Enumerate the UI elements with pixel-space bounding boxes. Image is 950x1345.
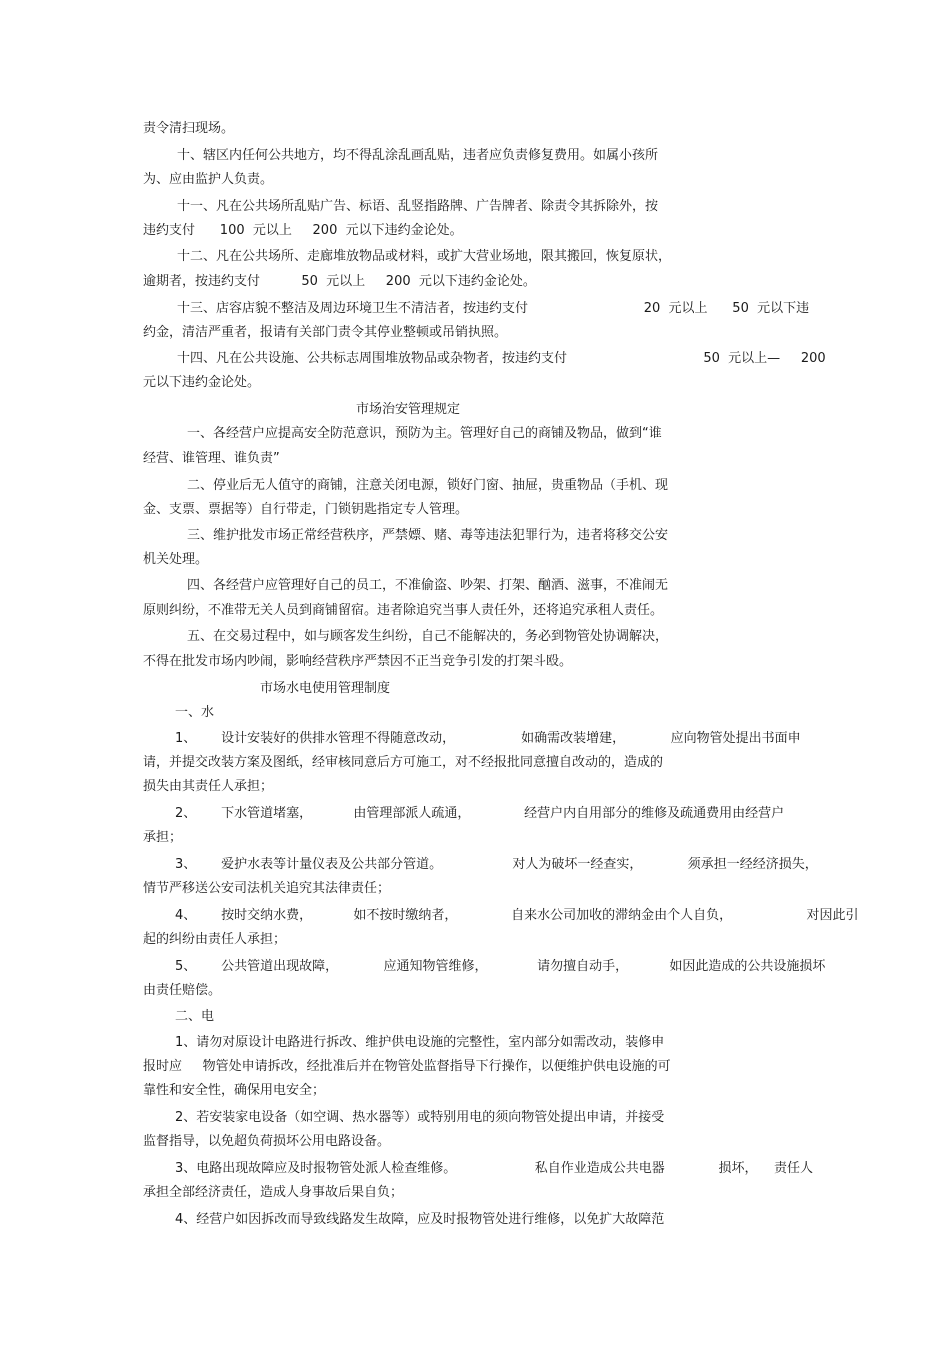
text-line: 不得在批发市场内吵闹，影响经营秩序严禁因不正当竞争引发的打架斗殴。 [143,654,573,669]
text-line: 报时应 物管处申请拆改，经批准后并在物管处监督指导下行操作，以便维护供电设施的可 [143,1059,671,1074]
text-line: 2、若安装家电设备（如空调、热水器等）或特别用电的须向物管处提出申请，并接受 [175,1110,665,1125]
text-line: 十、辖区内任何公共地方，均不得乱涂乱画乱贴，违者应负责修复费用。如属小孩所 [177,148,659,163]
text-line: 5、 公共管道出现故障， 应通知物管维修， 请勿擅自动手， 如因此造成的公共设施损坏 [175,959,826,974]
text-line: 机关处理。 [143,552,209,567]
text-line: 4、 按时交纳水费， 如不按时缴纳者， 自来水公司加收的滞纳金由个人自负， 对因此引 [175,908,859,923]
text-line: 逾期者，按违约支付 50 元以上 200 元以下违约金论处。 [143,274,536,289]
text-line: 十四、凡在公共设施、公共标志周围堆放物品或杂物者，按违约支付 50 元以上— 200 [177,351,826,366]
text-line: 1、请勿对原设计电路进行拆改、维护供电设施的完整性，室内部分如需改动，装修申 [175,1035,665,1050]
text-line: 原则纠纷，不准带无关人员到商铺留宿。违者除追究当事人责任外，还将追究承租人责任。 [143,603,664,618]
text-line: 违约支付 100 元以上 200 元以下违约金论处。 [143,223,463,238]
text-line: 损失由其责任人承担； [143,779,274,794]
text-line: 2、 下水管道堵塞， 由管理部派人疏通， 经营户内自用部分的维修及疏通费用由经营户 [175,806,785,821]
text-line: 金、支票、票据等）自行带走，门锁钥匙指定专人管理。 [143,502,469,517]
text-line: 十三、店容店貌不整洁及周边环境卫生不清洁者，按违约支付 20 元以上 50 元以下违 [177,301,810,316]
text-line: 由责任赔偿。 [143,983,222,998]
text-line: 4、经营户如因拆改而导致线路发生故障，应及时报物管处进行维修，以免扩大故障范 [175,1212,665,1227]
text-line: 责令清扫现场。 [143,121,235,136]
section-heading: 市场水电使用管理制度 [260,681,391,696]
text-line: 经营、谁管理、谁负责” [143,451,280,466]
text-line: 靠性和安全性，确保用电安全； [143,1083,326,1098]
text-line: 五、在交易过程中，如与顾客发生纠纷，自己不能解决的，务必到物管处协调解决， [187,629,669,644]
text-line: 约金，清洁严重者，报请有关部门责令其停业整顿或吊销执照。 [143,325,508,340]
text-line: 承担全部经济责任，造成人身事故后果自负； [143,1185,404,1200]
text-line: 十一、凡在公共场所乱贴广告、标语、乱竖指路牌、广告牌者、除责令其拆除外，按 [177,199,659,214]
text-line: 情节严移送公安司法机关追究其法律责任； [143,881,391,896]
text-line: 3、 爱护水表等计量仪表及公共部分管道。 对人为破坏一经查实， 须承担一经经济损失， [175,857,818,872]
text-line: 三、维护批发市场正常经营秩序，严禁嫖、赌、毒等违法犯罪行为，违者将移交公安 [187,528,669,543]
subsection-heading: 二、电 [175,1009,215,1024]
text-line: 监督指导，以免超负荷损坏公用电路设备。 [143,1134,391,1149]
text-line: 元以下违约金论处。 [143,375,261,390]
text-line: 请，并提交改装方案及图纸，经审核同意后方可施工，对不经报批同意擅自改动的，造成的 [143,755,664,770]
text-line: 十二、凡在公共场所、走廊堆放物品或材料，或扩大营业场地，限其搬回，恢复原状， [177,249,672,264]
text-line: 四、各经营户应管理好自己的员工，不准偷盗、吵架、打架、酗酒、滋事，不准闹无 [187,578,669,593]
text-line: 1、 设计安装好的供排水管理不得随意改动， 如确需改装增建， 应向物管处提出书面申 [175,731,801,746]
text-line: 起的纠纷由责任人承担； [143,932,287,947]
subsection-heading: 一、水 [175,705,215,720]
text-line: 为、应由监护人负责。 [143,172,274,187]
text-line: 承担； [143,830,183,845]
section-heading: 市场治安管理规定 [356,402,461,417]
text-line: 3、电路出现故障应及时报物管处派人检查维修。 私自作业造成公共电器 损坏， 责任人 [175,1161,814,1176]
text-line: 一、各经营户应提高安全防范意识，预防为主。管理好自己的商铺及物品，做到“谁 [187,426,662,441]
text-line: 二、停业后无人值守的商铺，注意关闭电源，锁好门窗、抽屉，贵重物品（手机、现 [187,478,669,493]
